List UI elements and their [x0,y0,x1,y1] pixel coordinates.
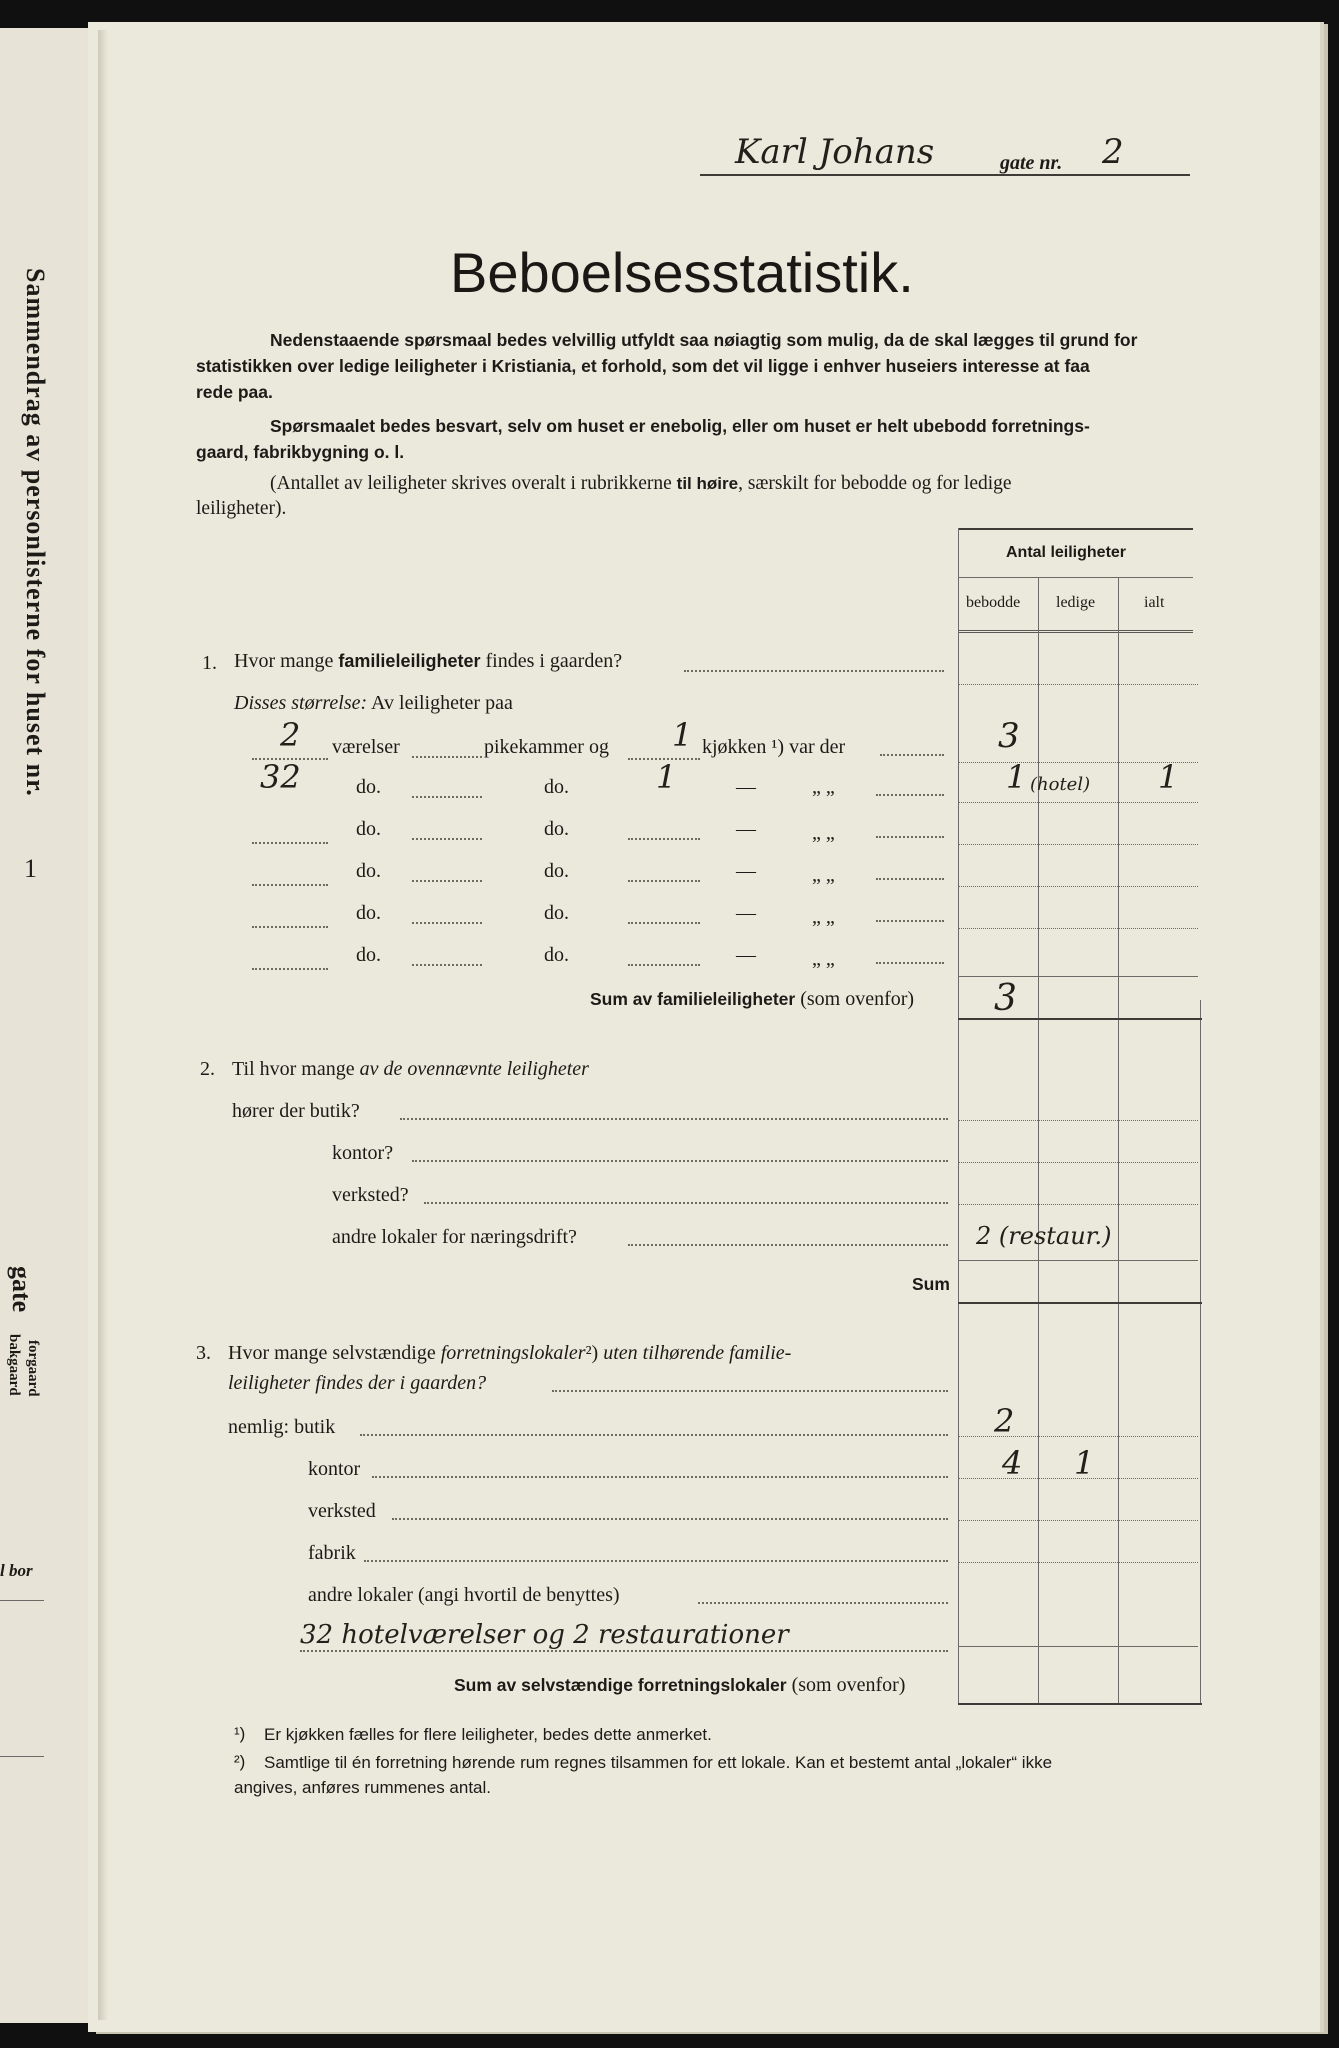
q1-number: 1. [202,652,217,674]
table-top-rule [958,528,1193,530]
intro-p1-line2: statistikken over ledige leiligheter i Kristiania, et forhold, som det vil ligge i enhver huseiers interesse at faa [196,356,1090,376]
gate-nr-value: 2 [1102,132,1124,172]
q1-row2-do-2: do. [544,776,569,798]
intro-p1-line1: Nedenstaaende spørsmaal bedes velvillig utfyldt saa nøiagtig som mulig, da de skal lægges til grund for [270,330,1138,350]
left-page-gate-label: gate [7,1266,36,1313]
q3-text-c: ²) [585,1342,604,1364]
q1-row6-do-2: do. [544,944,569,966]
q1-row6-do-1: do. [356,944,381,966]
q3-andre-leader [698,1602,948,1604]
q1-leader-dots [684,670,944,672]
q1-row5-leader [876,920,944,922]
sum3-rule [958,1703,1202,1705]
intro-p3-line2: leiligheter). [196,498,287,519]
q1-row2-ledige-note: (hotel) [1030,774,1091,795]
q3-number: 3. [196,1342,211,1364]
q1-row5-do-2: do. [544,902,569,924]
row-rule [958,684,1198,685]
q1-sum-a: Sum av familieleiligheter [590,989,796,1009]
q1-row3-do-1: do. [356,818,381,840]
intro-p3-text-a: (Antallet av leiligheter skrives overalt i rubrikkerne [270,473,677,494]
header-bottom-rule [958,630,1193,633]
q2-text-a: Til hvor mange [232,1058,360,1080]
col-header-ialt: ialt [1144,594,1165,611]
q1-row6-quote: „ „ [812,948,835,970]
q1-row2-bebodde: 1 [1006,758,1027,796]
q1-row4-pike-blank [412,880,482,882]
q3-text-b: forretningslokaler [440,1342,586,1364]
q1-row1-leader [880,754,944,756]
q1-size-a: Disses størrelse: [234,692,368,714]
q1-row4-leader [876,878,944,880]
table-title-rule [958,577,1193,578]
footnote-1-mark: ¹) [234,1724,246,1743]
binding-fold [98,30,108,2020]
q2-andre-leader [628,1244,948,1246]
q1-row6-pike-blank [412,964,482,966]
q3-kontor-bebodde: 4 [1002,1444,1023,1482]
table-col-divider-1 [1038,577,1039,1703]
q1-row5-do-1: do. [356,902,381,924]
row-rule [958,802,1198,803]
q3-sum-b: (som ovenfor) [786,1674,906,1696]
row-rule [958,1162,1198,1163]
left-page-rule [0,1600,44,1601]
table-left-border [958,528,959,1703]
q3-andre-label: andre lokaler (angi hvortil de benyttes) [308,1584,620,1606]
q1-row3-quote: „ „ [812,822,835,844]
q3-sum-a: Sum av selvstændige forretningslokaler [454,1675,787,1695]
row-rule [958,1260,1198,1261]
intro-p2-line1: Spørsmaalet bedes besvart, selv om huset er enebolig, eller om huset er helt ubebodd forretnings- [270,416,1090,436]
row-rule [958,1120,1198,1121]
table-col-divider-2 [1118,577,1119,1703]
q3-sum-line [454,1674,905,1697]
left-page-heading-text: Sammendrag av personlisterne for huset nr. [21,268,50,797]
q1-row2-do-1: do. [356,776,381,798]
q3-text-a: Hvor mange selvstændige [228,1342,441,1364]
q1-row3-kjok-blank [628,838,700,840]
intro-p3-text-b: til høire [676,474,739,493]
footnote-2-mark: ²) [234,1752,246,1771]
q2-butik-label: hører der butik? [232,1100,360,1122]
q1-row5-kjok-blank [628,922,700,924]
q3-text-d: uten tilhørende familie- [603,1342,792,1364]
q1-sum-bebodde: 3 [994,978,1017,1019]
left-page-vertical-heading [20,268,50,797]
q1-size-b: Av leiligheter paa [367,692,513,714]
q1-row5-quote: „ „ [812,906,835,928]
row-rule [958,1562,1198,1563]
sum2-rule [958,1302,1202,1304]
q3-nemlig-butik-label: nemlig: butik [228,1416,336,1438]
q1-row1-kjokken-label: kjøkken ¹) var der [702,736,846,758]
row-rule [958,844,1198,845]
q1-row6-vaer-blank [252,968,328,970]
left-page-bakgaard: bakgaard [6,1334,22,1396]
q1-row3-vaer-blank [252,842,328,844]
q1-size-line [234,692,513,715]
q1-row2-ialt: 1 [1158,758,1179,796]
q1-row2-kjokken: 1 [656,758,677,796]
row-rule [958,1204,1198,1205]
intro-p3-line1 [270,473,1012,495]
street-name-handwritten: Karl Johans [735,132,935,172]
q2-text [232,1058,589,1081]
q2-kontor-leader [412,1160,948,1162]
q1-row4-quote: „ „ [812,864,835,886]
row-rule [958,976,1198,977]
q1-text-a: Hvor mange [234,650,339,672]
q1-row5-dash: — [736,902,756,924]
q2-andre-label: andre lokaler for næringsdrift? [332,1226,577,1248]
q1-row2-quote: „ „ [812,776,835,798]
intro-p3-text-c: , særskilt for bebodde og for ledige [738,473,1012,494]
q1-sum-line [590,988,914,1011]
footnote-1: Er kjøkken fælles for flere leiligheter, bedes dette anmerket. [264,1725,712,1744]
left-page-house-nr: 1 [24,854,37,883]
left-page-forgaard: forgaard [25,1340,41,1397]
q1-row4-do-1: do. [356,860,381,882]
q3-andre-handwritten: 32 hotelværelser og 2 restaurationer [300,1620,789,1650]
footnote-2-line1: Samtlige til én forretning hørende rum regnes tilsammen for ett lokale. Kan et bestemt antal „lokaler“ ikke [264,1753,1053,1772]
q3-text-line1 [228,1342,791,1365]
q3-kontor-ledige: 1 [1074,1444,1095,1482]
row-rule [958,928,1198,929]
q1-text-c: findes i gaarden? [480,650,623,672]
table-right-border [1200,1000,1201,1703]
q2-text-b: av de ovennævnte leiligheter [359,1058,589,1080]
q1-row1-vaerelser-label: værelser [332,736,400,758]
q1-row2-leader [876,794,944,796]
q1-row4-do-2: do. [544,860,569,882]
table-title: Antal leiligheter [1006,544,1127,561]
row-rule [958,1520,1198,1521]
q3-verksted-leader [392,1518,948,1520]
q1-text [234,650,622,673]
q3-kontor-leader [372,1476,948,1478]
q1-row1-kjokken: 1 [672,716,693,754]
intro-p2-line2: gaard, fabrikbygning o. l. [196,442,405,462]
q1-row4-kjok-blank [628,880,700,882]
q3-andre-writing-line [300,1650,948,1652]
q2-kontor-label: kontor? [332,1142,394,1164]
q3-kontor-label: kontor [308,1458,361,1480]
q3-fabrik-leader [364,1560,948,1562]
q3-fabrik-label: fabrik [308,1542,356,1564]
left-page-rule [0,1756,44,1757]
street-underline [700,174,1190,176]
gate-nr-label: gate nr. [1000,152,1063,174]
q1-row3-pike-blank [412,838,482,840]
q3-butik-leader [360,1434,948,1436]
q2-butik-leader [400,1118,948,1120]
q1-row4-vaer-blank [252,884,328,886]
q1-row5-vaer-blank [252,926,328,928]
q2-verksted-leader [424,1202,948,1204]
q1-row6-leader [876,962,944,964]
q3-line2-leader [552,1390,948,1392]
q1-row1-pike-blank [412,756,482,758]
q1-row3-do-2: do. [544,818,569,840]
q1-row2-pike-blank [412,796,482,798]
q1-text-b: familieleiligheter [338,651,481,671]
q2-andre-value: 2 (restaur.) [976,1222,1112,1250]
col-header-ledige: ledige [1056,594,1096,611]
q1-row3-leader [876,836,944,838]
row-rule [958,886,1198,887]
q1-row1-bebodde: 3 [998,716,1020,756]
q3-verksted-label: verksted [308,1500,376,1522]
q1-row2-dash: — [736,776,756,798]
q1-sum-b: (som ovenfor) [795,988,915,1010]
q2-number: 2. [200,1058,215,1080]
page-title: Beboelsesstatistik. [450,241,914,304]
q1-row6-kjok-blank [628,964,700,966]
col-header-bebodde: bebodde [966,594,1021,611]
q2-sum-label: Sum [912,1274,950,1294]
footnote-2-line2: angives, anføres rummenes antal. [234,1778,492,1797]
q3-text-line2: leiligheter findes der i gaarden? [228,1372,487,1394]
q1-row3-dash: — [736,818,756,840]
q3-butik-bebodde: 2 [994,1402,1015,1440]
q1-row1-pikekammer-label: pikekammer og [484,736,609,758]
intro-p1-line3: rede paa. [196,382,273,402]
q1-row2-vaerelser: 32 [260,758,301,796]
left-page-bor-label: l bor [0,1561,33,1580]
q1-row5-pike-blank [412,922,482,924]
q2-verksted-label: verksted? [332,1184,409,1206]
row-rule [958,1646,1198,1647]
q1-row1-vaerelser: 2 [280,716,301,754]
q1-row4-dash: — [736,860,756,882]
q1-row6-dash: — [736,944,756,966]
